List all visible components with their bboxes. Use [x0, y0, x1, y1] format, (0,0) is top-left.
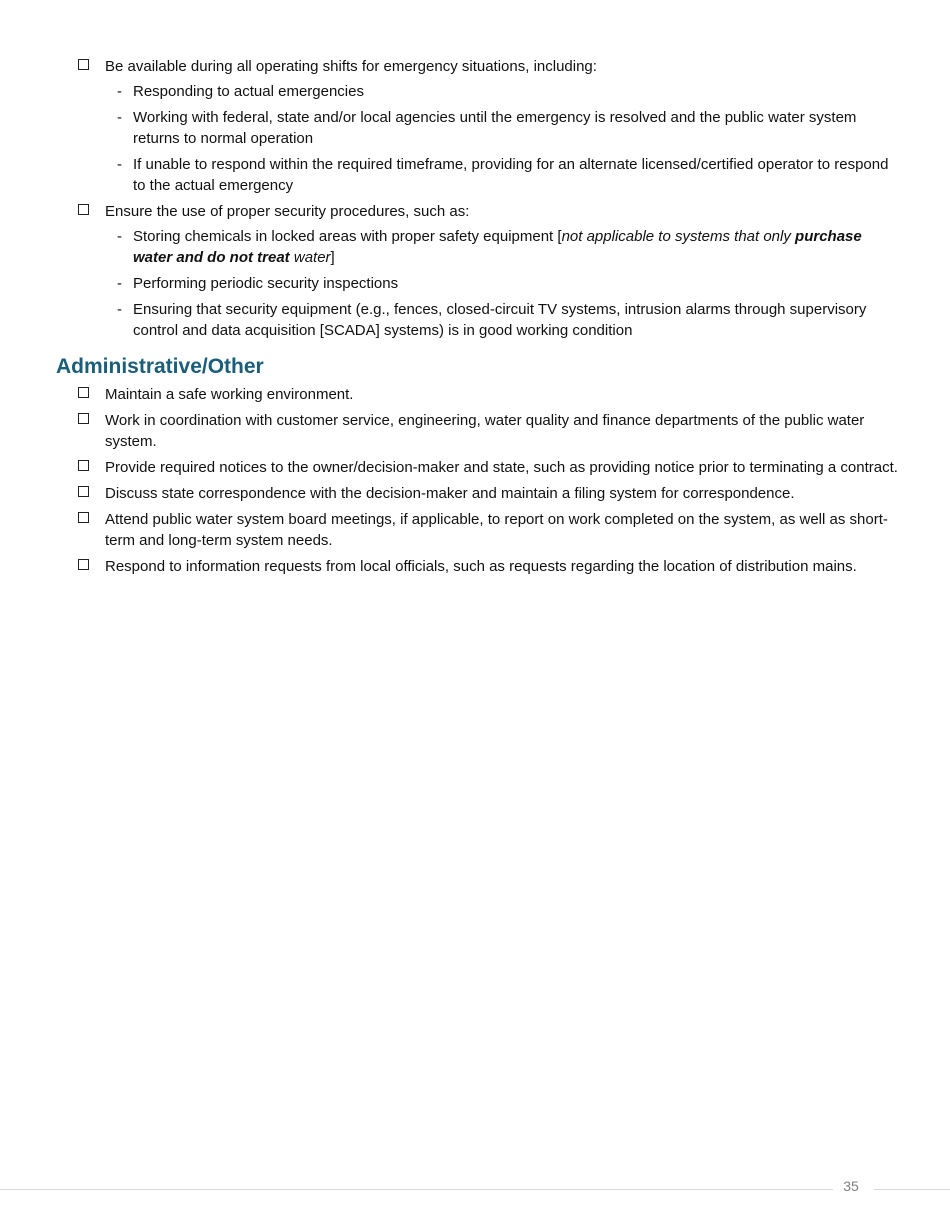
checklist-item — [78, 410, 898, 452]
sub-list-item: - Storing chemicals in locked areas with proper safety equipment [not applicable to systems that only purchase water and do not treat water] — [117, 228, 862, 266]
checklist-item — [78, 384, 898, 405]
checkbox-icon[interactable] — [78, 512, 89, 523]
checklist-item-text: Respond to information requests from local officials, such as requests regarding the location of distribution mains. — [105, 558, 857, 575]
dash-bullet-icon: - — [117, 83, 122, 100]
sub-list-item: - Ensuring that security equipment (e.g., fences, closed-circuit TV systems, intrusion alarms through supervisory control and data acquisition [SCADA] systems) is in good working condition — [117, 301, 867, 339]
footer-divider-left — [0, 1189, 833, 1190]
sub-list — [105, 81, 898, 196]
dash-bullet-icon: - — [117, 301, 122, 318]
checkbox-icon[interactable] — [78, 460, 89, 471]
page-number: 35 — [843, 1178, 859, 1194]
sub-list-item: - If unable to respond within the required timeframe, providing for an alternate licensed/certified operator to respond to the actual emergency — [117, 156, 889, 194]
dash-bullet-icon: - — [117, 275, 122, 292]
checklist-item — [78, 457, 898, 478]
dash-bullet-icon: - — [117, 156, 122, 173]
checklist-item — [78, 201, 898, 341]
checklist-item — [78, 56, 898, 196]
sub-list — [105, 226, 898, 341]
checkbox-icon[interactable] — [78, 413, 89, 424]
sub-list-item: - Responding to actual emergencies — [117, 83, 364, 100]
dash-bullet-icon: - — [117, 228, 122, 245]
checkbox-icon[interactable] — [78, 486, 89, 497]
sub-list-item: - Performing periodic security inspections — [117, 275, 399, 292]
checklist-item-text: Attend public water system board meetings, if applicable, to report on work completed on the system, as well as short-term and long-term system needs. — [105, 511, 888, 549]
checkbox-icon[interactable] — [78, 559, 89, 570]
checkbox-icon[interactable] — [78, 59, 89, 70]
page-content — [56, 56, 898, 582]
dash-bullet-icon: - — [117, 109, 122, 126]
checklist-item-text: Work in coordination with customer service, engineering, water quality and finance departments of the public water system. — [105, 412, 865, 450]
checklist-item-text: Discuss state correspondence with the decision-maker and maintain a filing system for correspondence. — [105, 485, 795, 502]
checklist-item-text: Provide required notices to the owner/decision-maker and state, such as providing notice prior to terminating a contract. — [105, 459, 898, 476]
checkbox-icon[interactable] — [78, 204, 89, 215]
checklist-item-text: Ensure the use of proper security procedures, such as: — [105, 203, 470, 220]
checklist-item — [78, 509, 898, 551]
checklist-item-text: Maintain a safe working environment. — [105, 386, 354, 403]
checklist-item-text: Be available during all operating shifts for emergency situations, including: — [105, 58, 597, 75]
section-heading: Administrative/Other — [56, 355, 264, 378]
checkbox-icon[interactable] — [78, 387, 89, 398]
sub-list-item: - Working with federal, state and/or local agencies until the emergency is resolved and the public water system returns to normal operation — [117, 109, 857, 147]
checklist-item — [78, 483, 898, 504]
checklist-item — [78, 556, 898, 577]
footer-divider-right — [874, 1189, 950, 1190]
